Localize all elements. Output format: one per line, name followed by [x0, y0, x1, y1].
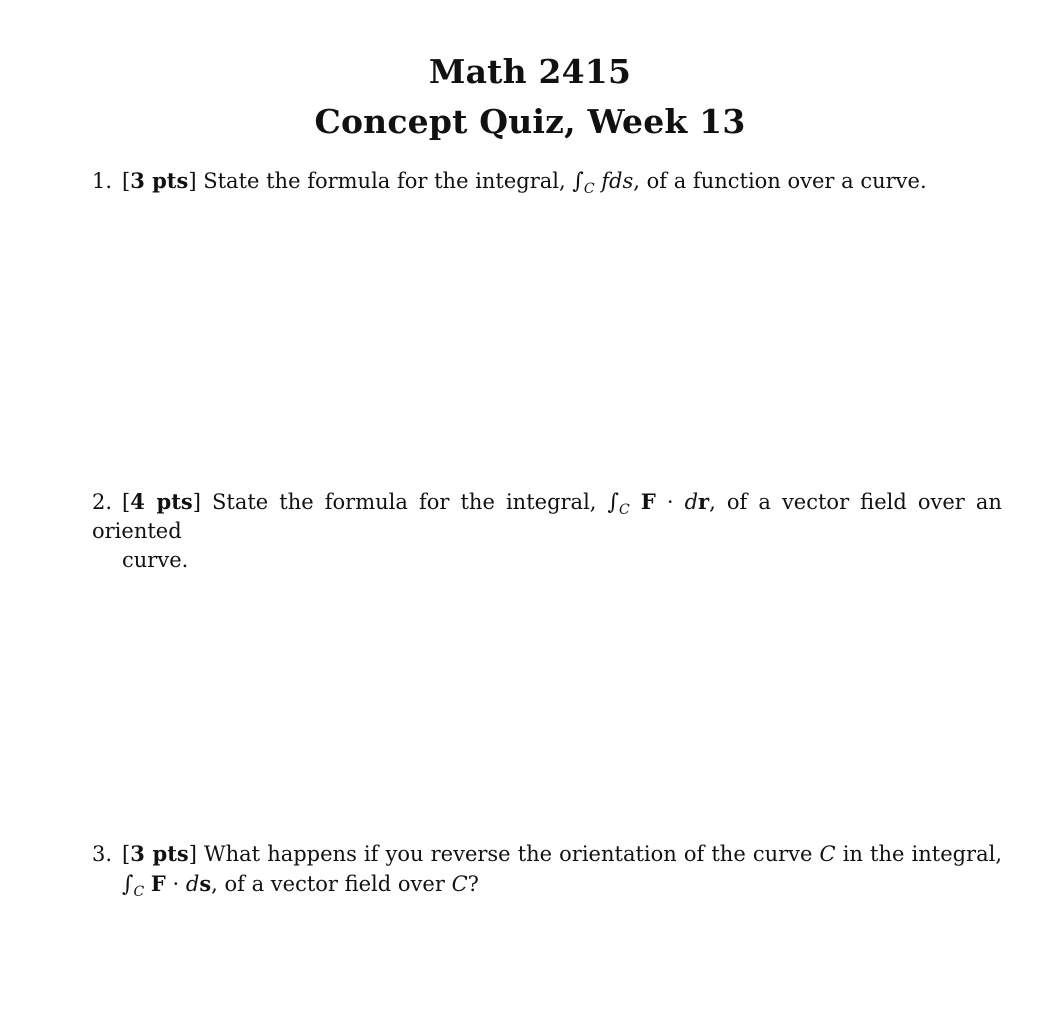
question-3-text: What happens if you reverse the orientation of the curve: [204, 842, 813, 866]
question-2-points-close: ]: [192, 490, 201, 514]
question-1-points-open: [: [122, 169, 131, 193]
question-3-points: 3 pts: [130, 841, 189, 866]
vector-F: F: [640, 489, 656, 514]
integrand-ds: ds: [609, 169, 634, 193]
integral-sign: ∫: [122, 872, 134, 897]
curve-C: C: [819, 842, 836, 866]
question-3-number: 3.: [92, 842, 113, 866]
question-1-points-close: ]: [188, 169, 197, 193]
question-3-text-after: , of a vector field over: [211, 872, 445, 896]
integral-subscript: C: [619, 502, 630, 518]
question-3-text-middle: in the integral,: [842, 842, 1003, 866]
vector-F: F: [150, 871, 166, 896]
question-3-points-open: [: [122, 842, 131, 866]
curve-C-end: C: [451, 872, 468, 896]
integral-sign: ∫: [572, 169, 584, 194]
integrand-f: f: [601, 169, 610, 193]
vector-s: s: [199, 871, 212, 896]
question-2: [92, 487, 1002, 575]
integral-sign: ∫: [607, 490, 620, 515]
question-2-continuation: curve.: [122, 548, 189, 572]
integral-subscript: C: [583, 181, 595, 197]
question-1: [92, 166, 1002, 196]
question-1-line: [92, 166, 1002, 196]
question-2-text: State the formula for the integral,: [212, 490, 597, 514]
integral-subscript: C: [133, 884, 145, 900]
question-1-text-after: , of a function over a curve.: [633, 169, 927, 193]
quiz-title: Concept Quiz, Week 13: [314, 102, 746, 141]
question-3-points-close: ]: [188, 842, 197, 866]
question-3-line-1: [92, 839, 1002, 869]
dot-operator: ·: [172, 872, 180, 896]
question-2-number: 2.: [92, 490, 113, 514]
question-mark: ?: [467, 872, 479, 896]
question-1-number: 1.: [92, 169, 113, 193]
question-3-line-2: [92, 869, 1002, 899]
vector-r: r: [698, 489, 710, 514]
dot-operator: ·: [666, 490, 674, 514]
question-2-text-after: , of a vector field over an oriented: [92, 490, 1002, 543]
question-1-text: State the formula for the integral,: [203, 169, 566, 193]
question-2-points: 4 pts: [130, 489, 193, 514]
differential-d: d: [684, 490, 699, 514]
differential-d: d: [185, 872, 200, 896]
question-1-points: 3 pts: [130, 168, 189, 193]
question-2-line-1: [92, 487, 1002, 546]
question-2-points-open: [: [122, 490, 131, 514]
question-3: [92, 839, 1002, 899]
course-title: Math 2415: [428, 52, 632, 91]
